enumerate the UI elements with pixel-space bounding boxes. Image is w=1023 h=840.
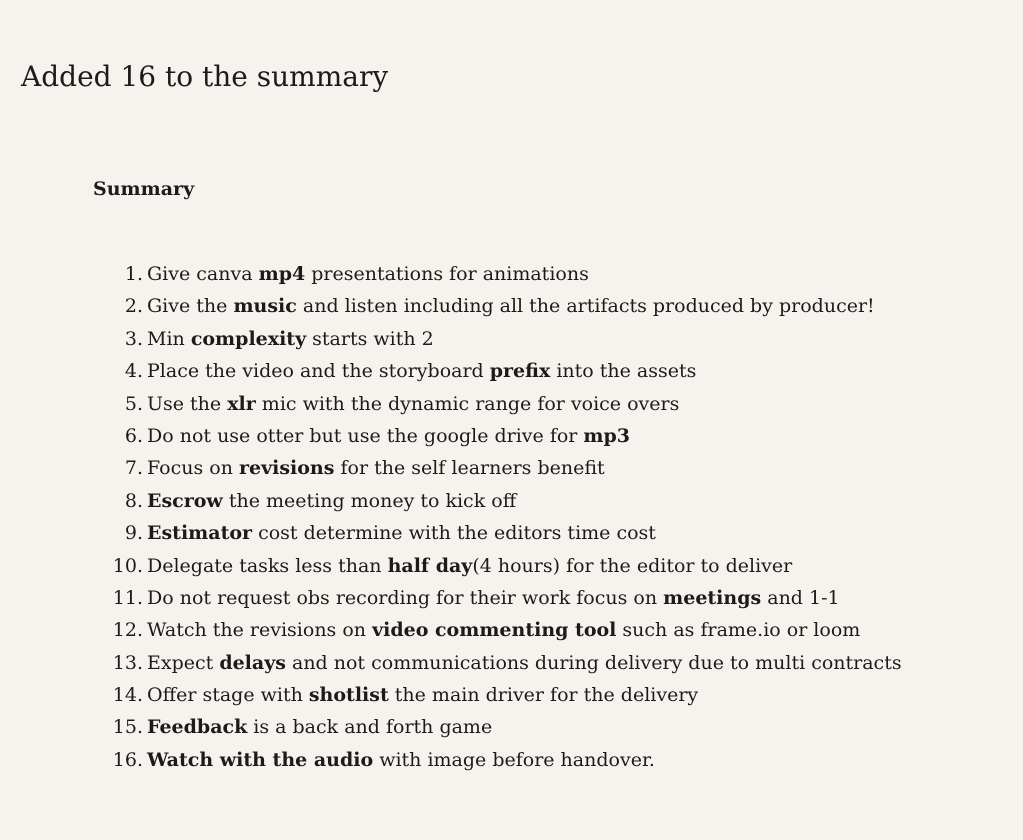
bold-keyword: meetings bbox=[663, 586, 762, 609]
text-segment: cost determine with the editors time cost bbox=[252, 522, 656, 545]
text-segment: Watch the revisions on bbox=[147, 619, 373, 642]
summary-item-number: 12. bbox=[112, 619, 143, 642]
bold-keyword: revisions bbox=[238, 457, 335, 480]
text-segment: Use the bbox=[147, 392, 228, 415]
bold-keyword: complexity bbox=[190, 327, 307, 350]
summary-item-text bbox=[147, 452, 605, 484]
bold-keyword: half day bbox=[387, 554, 473, 577]
summary-item-text bbox=[147, 290, 875, 322]
text-segment: and listen including all the artifacts produced by producer! bbox=[296, 295, 875, 318]
text-segment: for the self learners benefit bbox=[334, 457, 605, 480]
text-segment: Do not request obs recording for their work focus on bbox=[147, 586, 664, 609]
text-segment: presentations for animations bbox=[305, 263, 589, 285]
bold-keyword: mp3 bbox=[583, 424, 631, 447]
summary-item-text bbox=[147, 355, 696, 387]
summary-item-number: 6. bbox=[124, 424, 143, 447]
summary-item-number: 14. bbox=[112, 684, 143, 707]
bold-keyword: prefix bbox=[489, 360, 551, 383]
summary-item-number: 9. bbox=[124, 522, 143, 545]
summary-item-text bbox=[147, 485, 516, 517]
summary-item-text bbox=[147, 679, 698, 711]
text-segment: such as frame.io or loom bbox=[616, 619, 861, 642]
summary-item-text bbox=[147, 258, 589, 290]
text-segment: into the assets bbox=[550, 360, 697, 383]
summary-item-text bbox=[147, 550, 792, 582]
summary-item-text bbox=[147, 614, 860, 646]
summary-item-number: 5. bbox=[124, 392, 143, 415]
summary-item-number: 16. bbox=[112, 748, 143, 771]
summary-item-text bbox=[147, 647, 902, 679]
summary-item-text bbox=[147, 517, 656, 549]
summary-item-number: 1. bbox=[124, 263, 143, 285]
summary-item-text bbox=[147, 323, 434, 355]
bold-keyword: video commenting tool bbox=[372, 619, 617, 642]
bold-keyword: delays bbox=[219, 651, 286, 674]
summary-item-number: 11. bbox=[112, 586, 143, 609]
summary-item-number: 3. bbox=[124, 327, 143, 350]
text-segment: starts with 2 bbox=[306, 327, 434, 350]
text-segment: Min bbox=[147, 327, 191, 350]
text-segment: Give canva bbox=[147, 263, 259, 285]
bold-keyword: shotlist bbox=[308, 684, 389, 707]
summary-item-text bbox=[147, 388, 679, 420]
summary-item-text bbox=[147, 744, 655, 776]
text-segment: Do not use otter but use the google drive for bbox=[147, 424, 584, 447]
text-segment: (4 hours) for the editor to deliver bbox=[472, 554, 793, 577]
text-segment: Expect bbox=[147, 651, 220, 674]
summary-title: Summary bbox=[93, 178, 195, 200]
summary-item-number: 7. bbox=[124, 457, 143, 480]
summary-item-number: 2. bbox=[124, 295, 143, 318]
bold-keyword: music bbox=[233, 295, 297, 318]
summary-item-number: 10. bbox=[112, 554, 143, 577]
summary-item-text bbox=[147, 711, 492, 743]
text-segment: the main driver for the delivery bbox=[388, 684, 699, 707]
text-segment: is a back and forth game bbox=[247, 716, 493, 739]
text-segment: with image before handover. bbox=[373, 748, 655, 771]
summary-item-number: 15. bbox=[112, 716, 143, 739]
summary-item-number: 4. bbox=[124, 360, 143, 383]
bold-keyword: Feedback bbox=[147, 716, 248, 739]
text-segment: Offer stage with bbox=[147, 684, 309, 707]
text-segment: the meeting money to kick off bbox=[222, 489, 517, 512]
bold-keyword: Watch with the audio bbox=[147, 748, 374, 771]
summary-item-number: 13. bbox=[112, 651, 143, 674]
text-segment: mic with the dynamic range for voice overs bbox=[255, 392, 680, 415]
text-segment: Give the bbox=[147, 295, 234, 318]
summary-item-number: 8. bbox=[124, 489, 143, 512]
text-segment: Place the video and the storyboard bbox=[147, 360, 490, 383]
bold-keyword: xlr bbox=[227, 392, 256, 415]
bold-keyword: Estimator bbox=[147, 522, 253, 545]
text-segment: Focus on bbox=[147, 457, 239, 480]
page-heading: Added 16 to the summary bbox=[21, 60, 389, 93]
text-segment: and 1-1 bbox=[761, 586, 840, 609]
text-segment: Delegate tasks less than bbox=[147, 554, 388, 577]
text-segment: and not communications during delivery due to multi contracts bbox=[285, 651, 902, 674]
bold-keyword: mp4 bbox=[258, 263, 306, 285]
bold-keyword: Escrow bbox=[147, 489, 223, 512]
summary-item-text bbox=[147, 582, 840, 614]
summary-item-text bbox=[147, 420, 630, 452]
